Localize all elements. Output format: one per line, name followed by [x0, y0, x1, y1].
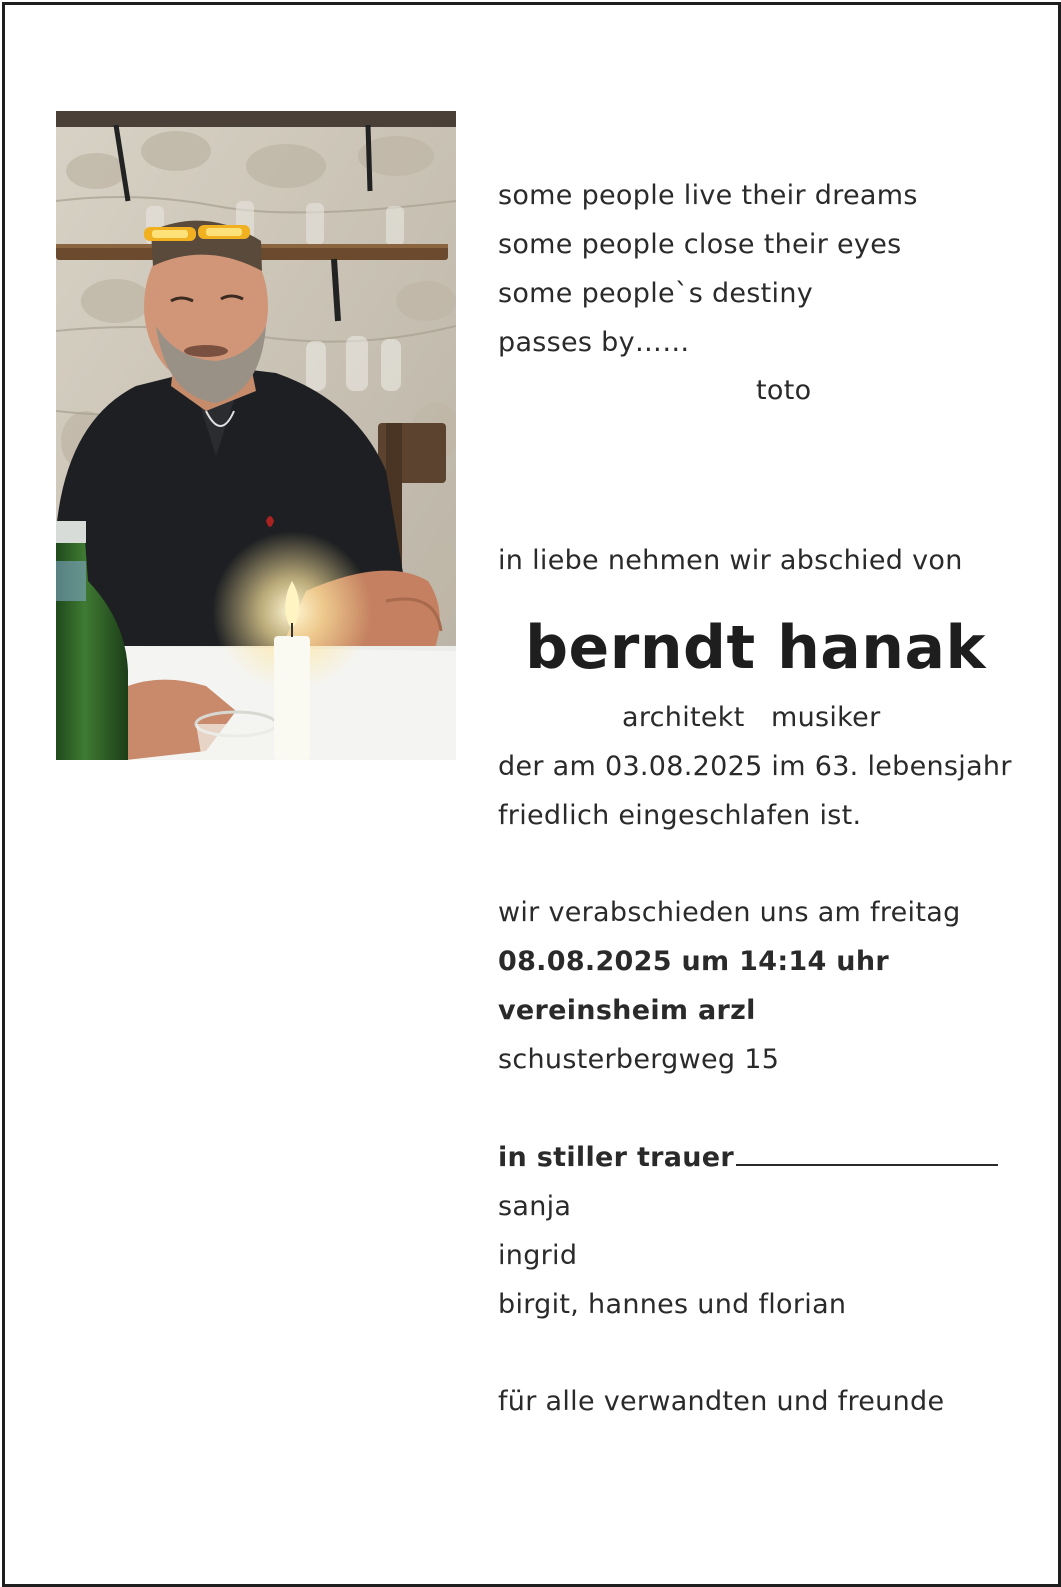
- portrait-photo: [56, 111, 456, 760]
- mourners-heading-row: [498, 1142, 998, 1174]
- poem-line: some people`s destiny: [498, 278, 814, 309]
- farewell-intro: wir verabschieden uns am freitag: [498, 897, 961, 928]
- poem-author: toto: [756, 375, 812, 406]
- mourner-name: ingrid: [498, 1240, 578, 1271]
- mourner-name: sanja: [498, 1191, 572, 1222]
- farewell-address: schusterbergweg 15: [498, 1044, 780, 1075]
- profession-musiker: musiker: [771, 702, 881, 733]
- intro-text: in liebe nehmen wir abschied von: [498, 545, 963, 576]
- deceased-name: berndt hanak: [525, 613, 986, 683]
- profession-architekt: architekt: [622, 702, 745, 733]
- death-notice-line: friedlich eingeschlafen ist.: [498, 800, 862, 831]
- poem-line: passes by……: [498, 327, 690, 358]
- farewell-venue: vereinsheim arzl: [498, 995, 756, 1026]
- mourners-heading: in stiller trauer: [498, 1142, 735, 1173]
- mourner-name: birgit, hannes und florian: [498, 1289, 847, 1320]
- heading-rule: [736, 1164, 998, 1166]
- death-notice-line: der am 03.08.2025 im 63. lebensjahr: [498, 751, 1012, 782]
- closing-text: für alle verwandten und freunde: [498, 1386, 945, 1417]
- poem-line: some people close their eyes: [498, 229, 902, 260]
- farewell-datetime: 08.08.2025 um 14:14 uhr: [498, 946, 889, 977]
- poem-line: some people live their dreams: [498, 180, 918, 211]
